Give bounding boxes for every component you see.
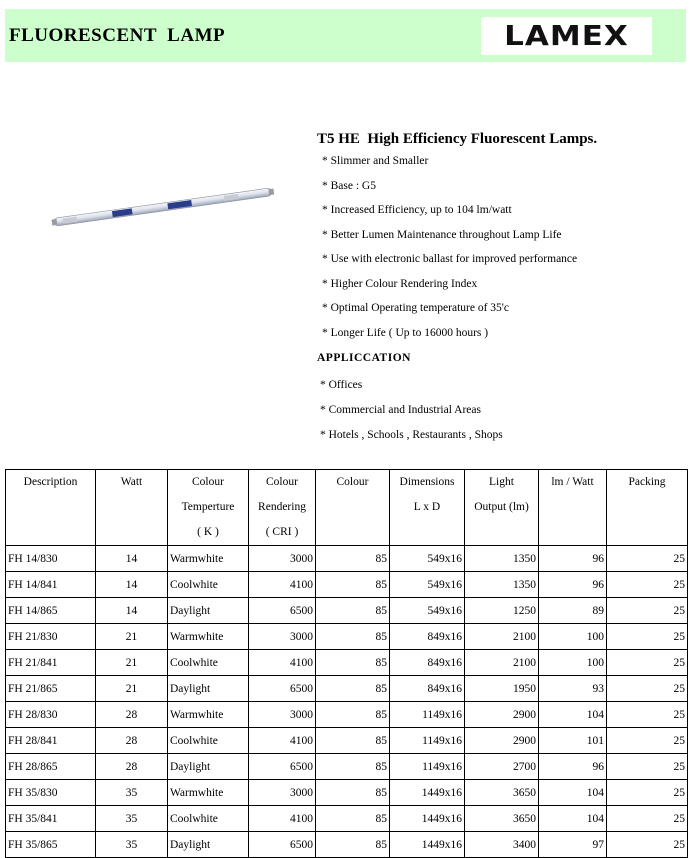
table-cell: Coolwhite [168, 728, 249, 754]
table-cell: 85 [316, 702, 390, 728]
table-cell: 849x16 [390, 624, 465, 650]
table-row [6, 598, 688, 624]
table-cell: Daylight [168, 754, 249, 780]
table-cell: 25 [607, 702, 688, 728]
feature-item: * Slimmer and Smaller [322, 155, 429, 167]
feature-list [322, 151, 577, 347]
table-cell: 96 [539, 754, 607, 780]
table-cell: 3000 [249, 702, 316, 728]
table-cell: 21 [96, 676, 168, 702]
table-cell: FH 14/865 [6, 598, 96, 624]
table-cell: 25 [607, 806, 688, 832]
table-row [6, 780, 688, 806]
table-cell: 4100 [249, 572, 316, 598]
table-cell: FH 14/841 [6, 572, 96, 598]
table-cell: 85 [316, 780, 390, 806]
table-cell: FH 28/865 [6, 754, 96, 780]
table-cell: 4100 [249, 650, 316, 676]
table-cell: 14 [96, 598, 168, 624]
table-cell: 21 [96, 624, 168, 650]
column-header-line: Output (lm) [474, 501, 529, 513]
table-cell: Daylight [168, 598, 249, 624]
table-cell: 1449x16 [390, 806, 465, 832]
column-header [249, 470, 316, 546]
table-cell: 25 [607, 572, 688, 598]
table-cell: 25 [607, 546, 688, 572]
table-row [6, 624, 688, 650]
table-cell: 100 [539, 650, 607, 676]
column-header [390, 470, 465, 546]
column-header [539, 470, 607, 546]
column-header-line: Colour [266, 476, 298, 488]
column-header-line: ( CRI ) [265, 526, 299, 538]
table-header-row [6, 470, 688, 546]
table-cell: 85 [316, 624, 390, 650]
column-header [465, 470, 539, 546]
application-heading: APPLICCATION [317, 352, 411, 364]
column-header [168, 470, 249, 546]
feature-item: * Higher Colour Rendering Index [322, 277, 478, 290]
table-body [6, 546, 688, 858]
table-cell: 101 [539, 728, 607, 754]
table-cell: 3000 [249, 624, 316, 650]
table-cell: 549x16 [390, 546, 465, 572]
table-cell: 85 [316, 650, 390, 676]
column-header-line: lm / Watt [551, 476, 594, 488]
logo-text: LAMEX [504, 19, 629, 53]
table-cell: 85 [316, 728, 390, 754]
application-item: * Hotels , Schools , Restaurants , Shops [320, 429, 503, 441]
spec-table [5, 469, 688, 858]
table-cell: 4100 [249, 728, 316, 754]
table-cell: 14 [96, 572, 168, 598]
application-item: * Commercial and Industrial Areas [320, 404, 481, 416]
table-cell: FH 21/865 [6, 676, 96, 702]
table-cell: 1350 [465, 572, 539, 598]
table-cell: 25 [607, 754, 688, 780]
table-cell: 1449x16 [390, 780, 465, 806]
header-bar [5, 9, 686, 62]
table-cell: 85 [316, 546, 390, 572]
table-cell: 100 [539, 624, 607, 650]
table-cell: Warmwhite [168, 624, 249, 650]
column-header-line: Watt [120, 476, 143, 488]
table-cell: FH 35/841 [6, 806, 96, 832]
table-cell: FH 28/841 [6, 728, 96, 754]
table-cell: 85 [316, 754, 390, 780]
table-cell: 28 [96, 702, 168, 728]
feature-item: * Base : G5 [322, 179, 376, 192]
table-cell: 1149x16 [390, 702, 465, 728]
table-cell: 89 [539, 598, 607, 624]
table-cell: 104 [539, 780, 607, 806]
table-cell: 1350 [465, 546, 539, 572]
table-cell: 14 [96, 546, 168, 572]
table-cell: 104 [539, 702, 607, 728]
column-header [316, 470, 390, 546]
page-title: FLUORESCENT LAMP [9, 25, 226, 46]
table-cell: 1950 [465, 676, 539, 702]
table-cell: 85 [316, 832, 390, 858]
column-header [6, 470, 96, 546]
table-cell: 3400 [465, 832, 539, 858]
column-header-line: L x D [413, 501, 441, 513]
table-cell: 3000 [249, 546, 316, 572]
fluorescent-tube-image [50, 188, 276, 228]
table-cell: 6500 [249, 832, 316, 858]
table-cell: 35 [96, 780, 168, 806]
table-cell: 3000 [249, 780, 316, 806]
column-header-line: Light [489, 476, 514, 488]
table-cell: 2100 [465, 624, 539, 650]
table-cell: 4100 [249, 806, 316, 832]
feature-item: * Increased Efficiency, up to 104 lm/watt [322, 204, 512, 216]
table-cell: 85 [316, 572, 390, 598]
table-cell: 35 [96, 832, 168, 858]
table-row [6, 676, 688, 702]
feature-item: * Use with electronic ballast for improved performance [322, 253, 578, 265]
table-cell: 35 [96, 806, 168, 832]
table-cell: FH 28/830 [6, 702, 96, 728]
table-cell: 96 [539, 572, 607, 598]
table-cell: 549x16 [390, 572, 465, 598]
table-cell: Daylight [168, 676, 249, 702]
table-cell: Coolwhite [168, 572, 249, 598]
table-cell: 97 [539, 832, 607, 858]
table-cell: FH 35/830 [6, 780, 96, 806]
table-row [6, 650, 688, 676]
table-cell: 96 [539, 546, 607, 572]
table-cell: 6500 [249, 754, 316, 780]
table-cell: Daylight [168, 832, 249, 858]
table-row [6, 806, 688, 832]
table-cell: 25 [607, 832, 688, 858]
lamex-logo [481, 17, 652, 55]
feature-item: * Longer Life ( Up to 16000 hours ) [322, 326, 489, 339]
table-cell: 3650 [465, 780, 539, 806]
table-cell: 1149x16 [390, 728, 465, 754]
table-cell: 25 [607, 780, 688, 806]
application-item: * Offices [320, 379, 363, 391]
table-cell: FH 21/830 [6, 624, 96, 650]
table-row [6, 754, 688, 780]
table-cell: 6500 [249, 598, 316, 624]
column-header-line: Colour [192, 476, 224, 488]
table-cell: FH 14/830 [6, 546, 96, 572]
table-cell: 25 [607, 598, 688, 624]
column-header-line: Colour [336, 476, 369, 488]
feature-item: * Optimal Operating temperature of 35'c [322, 302, 509, 314]
column-header-line: Packing [628, 476, 666, 488]
table-cell: 25 [607, 728, 688, 754]
table-row [6, 832, 688, 858]
table-cell: 25 [607, 676, 688, 702]
table-cell: Warmwhite [168, 780, 249, 806]
column-header-line: Temperture [181, 501, 235, 513]
table-cell: FH 35/865 [6, 832, 96, 858]
application-list [320, 376, 503, 451]
table-cell: 1149x16 [390, 754, 465, 780]
table-cell: 85 [316, 676, 390, 702]
table-cell: FH 21/841 [6, 650, 96, 676]
table-cell: 93 [539, 676, 607, 702]
table-cell: 25 [607, 624, 688, 650]
column-header-line: Rendering [258, 501, 306, 513]
table-cell: 2900 [465, 702, 539, 728]
column-header-line: Dimensions [399, 476, 455, 488]
table-cell: 849x16 [390, 650, 465, 676]
table-cell: Coolwhite [168, 650, 249, 676]
column-header [607, 470, 688, 546]
table-cell: Coolwhite [168, 806, 249, 832]
table-cell: 104 [539, 806, 607, 832]
table-cell: 2700 [465, 754, 539, 780]
table-cell: 1449x16 [390, 832, 465, 858]
table-row [6, 546, 688, 572]
table-cell: Warmwhite [168, 546, 249, 572]
table-row [6, 728, 688, 754]
table-cell: 85 [316, 598, 390, 624]
table-cell: 1250 [465, 598, 539, 624]
table-cell: 849x16 [390, 676, 465, 702]
table-cell: 28 [96, 728, 168, 754]
feature-item: * Better Lumen Maintenance throughout Lamp Life [322, 228, 562, 241]
table-cell: 25 [607, 650, 688, 676]
column-header-line: ( K ) [197, 526, 219, 538]
table-row [6, 572, 688, 598]
table-cell: 28 [96, 754, 168, 780]
table-cell: 21 [96, 650, 168, 676]
column-header [96, 470, 168, 546]
table-cell: 549x16 [390, 598, 465, 624]
table-cell: 2100 [465, 650, 539, 676]
table-cell: 2900 [465, 728, 539, 754]
table-cell: 6500 [249, 676, 316, 702]
product-title: T5 HE High Efficiency Fluorescent Lamps. [317, 131, 598, 147]
table-row [6, 702, 688, 728]
table-cell: Warmwhite [168, 702, 249, 728]
table-cell: 85 [316, 806, 390, 832]
column-header-line: Description [23, 476, 78, 488]
table-cell: 3650 [465, 806, 539, 832]
